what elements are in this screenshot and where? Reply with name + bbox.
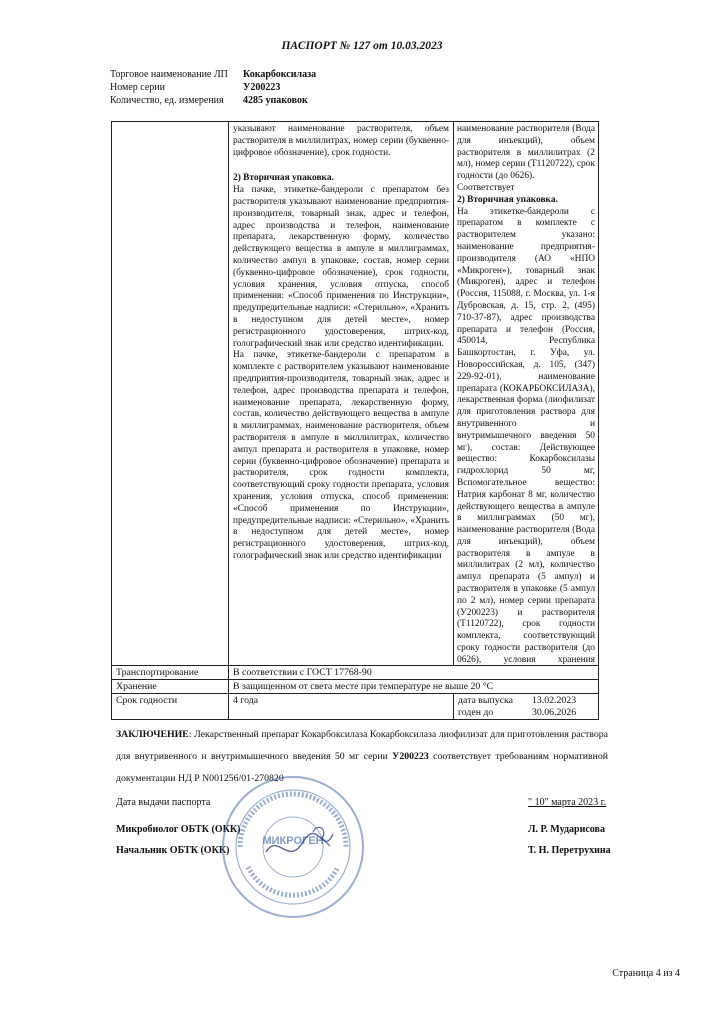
issue-date-value: " 10" марта 2023 г. — [528, 797, 607, 808]
release-date-value: 13.02.2023 — [532, 695, 577, 706]
table-col-divider-shelf — [453, 693, 454, 719]
trade-name-value: Кокарбоксилаза — [243, 69, 317, 80]
requirements-para-1: На пачке, этикетке-бандероли с препаратом без растворителя указывают наименование предприятия-производителя, товарный знак, адрес и телефон, адрес производства и телефон, наименование препарата, лекарственную форму, количество действующего вещества в ампуле в миллиграммах, количество ампул в упаковке, состав, номер серии (буквенно-цифровое обозначение), срок годности, условия хранения, условия отпуска, способ применения: «Способ применения по Инструкции», предупредительные надписи: «Стерильно», «Хранить в недоступном для детей месте», номер регистрационного удостоверения, штрих-код, голографический знак или средство идентификации. — [233, 185, 449, 349]
conclusion-text-b: соответствует требованиям нормативной документации НД Р N001256/01-270820 — [116, 751, 608, 784]
results-cell — [457, 124, 595, 664]
head-name: Т. Н. Перетрухина — [528, 845, 611, 856]
series-value: У200223 — [243, 82, 281, 93]
storage-value: В защищенном от света месте при температуре не выше 20 °С — [233, 681, 494, 692]
stamp-lettering-bottom — [248, 867, 338, 895]
passport-title: ПАСПОРТ № 127 от 10.03.2023 — [281, 40, 443, 52]
results-para: На этикетке-бандероли с препаратом в комплекте с растворителем указано: наименование предприятия-производителя (АО «НПО «Микроген»), товарный знак (Микроген), адрес и телефон (Россия, 115088, г. Москва, ул. 1-я Дубровская, д. 15, стр. 2, (495) 710-37-87), адрес производства препарата и телефон (Россия, 450014, Республика Башкортостан, г. Уфа, ул. Новороссийская, д. 105, (347) 229-92-01), наименование препарата (КОКАРБОКСИЛАЗА), лекарственная форма (лиофилизат для приготовления раствора для внутривенного и внутримышечного введения 50 мг), состав: Действующее вещество: Кокарбоксилазы гидрохлорид 50 мг, Вспомогательное вещество: Натрия карбонат 8 мг, количество действующего вещества в ампуле в миллиграммах (50 мг), наименование растворителя (Вода для инъекций), объем растворителя в ампуле в миллилитрах (2 мл), количество ампул препарата (5 ампул) и растворителя в упаковке (5 ампул по 2 мл), номер серии препарата (У200223) и растворителя (Т1120722), срок годности комплекта, соответствующий сроку годности растворителя (до 0626), условия хранения — [457, 206, 595, 664]
table-row-divider-1 — [111, 665, 599, 666]
requirements-intro: указывают наименование растворителя, объем растворителя в миллилитрах, номер серии (буквенно-цифровое обозначение), срок годности. — [233, 124, 449, 158]
issue-date-label: Дата выдачи паспорта — [116, 797, 211, 808]
shelf-life-value: 4 года — [233, 695, 259, 706]
head-role: Начальник ОБТК (ОКК) — [116, 845, 230, 856]
organization-stamp — [218, 772, 368, 922]
conclusion-label: ЗАКЛЮЧЕНИЕ — [116, 729, 189, 740]
table-row-divider-2 — [111, 679, 599, 680]
table-bottom-border — [111, 719, 599, 720]
results-intro: наименование растворителя (Вода для инъекций), объем растворителя в миллилитрах (2 мл), номер серии (Т1120722), срок годности (до 0626). — [457, 124, 595, 182]
requirements-secondary-heading: 2) Вторичная упаковка. — [233, 173, 334, 184]
table-row-divider-3 — [111, 693, 599, 694]
release-date-label: дата выпуска — [458, 695, 513, 706]
stamp-logo-text: МИКРОГЕН — [262, 835, 324, 847]
results-secondary-heading: 2) Вторичная упаковка. — [457, 194, 558, 205]
stamp-outer-ring — [223, 777, 363, 917]
series-row — [110, 82, 280, 94]
microbiologist-name: Л. Р. Мударисова — [528, 824, 605, 835]
trade-name-label: Торговое наименование ЛП — [110, 69, 228, 80]
table-right-border — [598, 121, 599, 719]
requirements-cell — [233, 124, 449, 664]
table-col-divider-1 — [228, 121, 229, 719]
transport-label: Транспортирование — [116, 667, 199, 678]
shelf-life-label: Срок годности — [116, 695, 178, 706]
table-col-divider-2 — [453, 121, 454, 665]
quantity-label: Количество, ед. измерения — [110, 95, 224, 106]
requirements-para-2: На пачке, этикетке-бандероли с препаратом в комплекте с растворителем указывают наименование предприятия-производителя, товарный знак, адрес и телефон, адрес производства препарата и телефон, наименование препарата, лекарственную форму, состав, количество действующего вещества в ампуле в миллиграммах, наименование растворителя, объем растворителя в ампуле в миллилитрах, количество ампул препарата и растворителя в упаковке, номер серии (буквенно-цифровое обозначение) препарата и растворителя, срок годности комплекта, соответствующий сроку годности препарата, условия хранения, условия отпуска, способ применения: «Способ применения по Инструкции», предупредительные надписи: «Стерильно», «Хранить в недоступном для детей месте», номер регистрационного удостоверения, штрих-код, голографический знак или средство идентификации — [233, 350, 449, 561]
valid-until-value: 30.06.2026 — [532, 707, 577, 718]
trade-name-row — [110, 69, 316, 81]
storage-label: Хранение — [116, 681, 157, 692]
conclusion-series: У200223 — [392, 751, 429, 762]
conclusion-text-a: : Лекарственный препарат Кокарбоксилаза Кокарбоксилаза лиофилизат для приготовления раствора для внутривенного и внутримышечного введения 50 мг серии — [116, 729, 608, 762]
transport-value: В соответствии с ГОСТ 17768-90 — [233, 667, 372, 678]
table-top-border — [111, 121, 599, 122]
microbiologist-role: Микробиолог ОБТК (ОКК) — [116, 824, 241, 835]
quantity-row — [110, 95, 308, 107]
series-label: Номер серии — [110, 82, 165, 93]
quantity-value: 4285 упаковок — [243, 95, 308, 106]
stamp-center-ring — [263, 817, 323, 877]
page-number: Страница 4 из 4 — [612, 968, 680, 979]
results-conforms-1: Соответствует — [457, 182, 515, 193]
table-left-border — [111, 121, 112, 719]
stamp-inner-ring — [236, 790, 350, 904]
valid-until-label: годен до — [458, 707, 494, 718]
